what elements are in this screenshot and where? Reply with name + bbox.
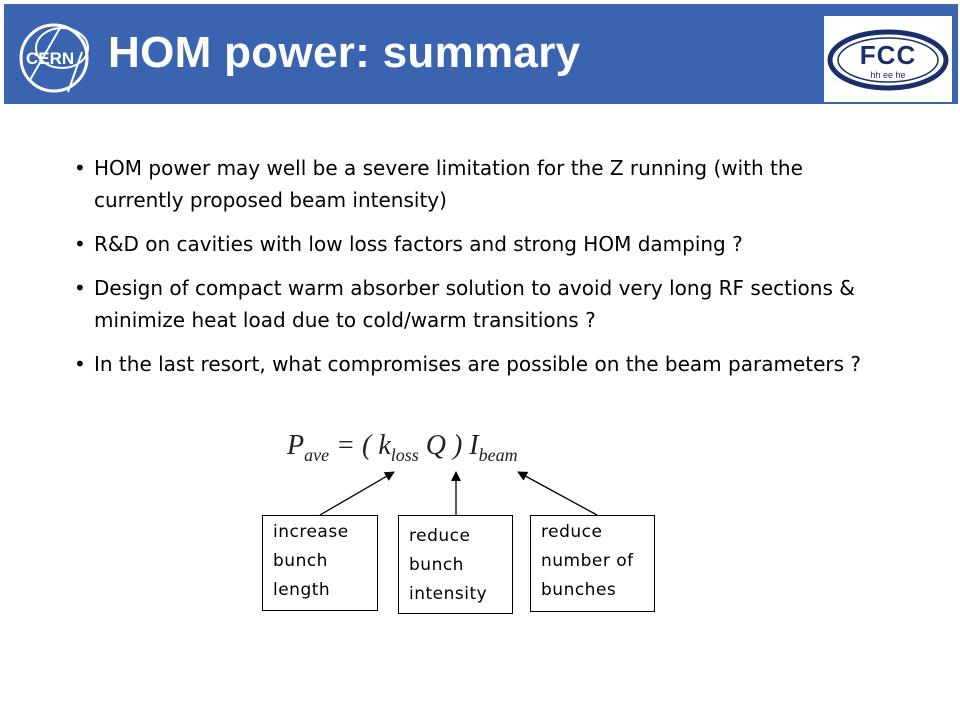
- box-reduce-number-of-bunches: reduce number of bunches: [530, 515, 655, 612]
- slide-title: HOM power: summary: [108, 28, 581, 77]
- title-bar: [4, 4, 958, 104]
- box-increase-bunch-length: increase bunch length: [262, 515, 378, 611]
- box-reduce-bunch-intensity: reduce bunch intensity: [398, 515, 513, 614]
- bullet-item: • In the last resort, what compromises are possible on the beam parameters ?: [74, 348, 894, 380]
- cern-logo: [16, 18, 96, 98]
- arrow-to-ibeam: [518, 472, 597, 515]
- power-formula: $P_{ave}$ = ( $k_{loss}$ Q ) $I_{beam}$: [287, 430, 518, 465]
- arrow-to-kloss: [320, 472, 394, 515]
- svg-text:FCC: FCC: [859, 40, 917, 70]
- svg-text:hh ee he: hh ee he: [870, 70, 906, 80]
- bullet-item: • HOM power may well be a severe limitation for the Z running (with the currently proposed beam intensity): [74, 152, 894, 216]
- svg-text:CERN: CERN: [26, 49, 75, 68]
- bullet-item: • Design of compact warm absorber solution to avoid very long RF sections & minimize heat load due to cold/warm transitions ?: [74, 272, 894, 336]
- fcc-logo: [824, 16, 952, 102]
- bullet-item: • R&D on cavities with low loss factors and strong HOM damping ?: [74, 228, 894, 260]
- bullet-list: [74, 152, 894, 392]
